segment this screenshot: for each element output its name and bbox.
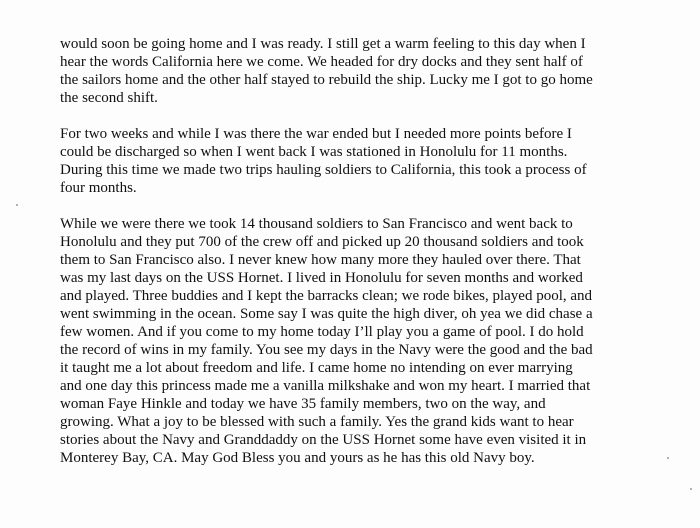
text-line: Monterey Bay, CA. May God Bless you and yours as he has this old Navy boy. bbox=[60, 450, 535, 466]
text-line: Honolulu and they put 700 of the crew off and picked up 20 thousand soldiers and took bbox=[60, 234, 584, 250]
text-line: woman Faye Hinkle and today we have 35 family members, two on the way, and bbox=[60, 396, 546, 412]
paragraph-going-home bbox=[60, 35, 680, 107]
text-line: growing. What a joy to be blessed with such a family. Yes the grand kids want to hear bbox=[60, 414, 574, 430]
text-line: hear the words California here we come. We headed for dry docks and they sent half of bbox=[60, 54, 583, 70]
text-line: would soon be going home and I was ready. I still get a warm feeling to this day when I bbox=[60, 36, 586, 52]
text-line: few women. And if you come to my home today I’ll play you a game of pool. I do hold bbox=[60, 324, 584, 340]
paragraph-war-ended bbox=[60, 125, 680, 197]
text-line: was my last days on the USS Hornet. I lived in Honolulu for seven months and worked bbox=[60, 270, 583, 286]
text-line: and one day this princess made me a vanilla milkshake and won my heart. I married that bbox=[60, 378, 591, 394]
text-line: went swimming in the ocean. Some say I was quite the high diver, oh yea we did chase a bbox=[60, 306, 593, 322]
text-line: them to San Francisco also. I never knew how many more they hauled over there. That bbox=[60, 252, 581, 268]
text-line: While we were there we took 14 thousand soldiers to San Francisco and went back to bbox=[60, 216, 573, 232]
scan-speck bbox=[16, 204, 18, 206]
text-line: it taught me a lot about freedom and life. I came home no intending on ever marrying bbox=[60, 360, 573, 376]
text-line: For two weeks and while I was there the war ended but I needed more points before I bbox=[60, 126, 572, 142]
text-line: and played. Three buddies and I kept the barracks clean; we rode bikes, played pool, and bbox=[60, 288, 593, 304]
scan-speck bbox=[667, 457, 669, 459]
text-line: four months. bbox=[60, 180, 137, 196]
text-line: stories about the Navy and Granddaddy on the USS Hornet some have even visited it in bbox=[60, 432, 587, 448]
paragraph-honolulu-and-family bbox=[60, 215, 680, 467]
text-line: the record of wins in my family. You see my days in the Navy were the good and the bad bbox=[60, 342, 593, 358]
text-line: During this time we made two trips hauling soldiers to California, this took a process of bbox=[60, 162, 587, 178]
text-line: could be discharged so when I went back I was stationed in Honolulu for 11 months. bbox=[60, 144, 568, 160]
text-line: the sailors home and the other half stayed to rebuild the ship. Lucky me I got to go home bbox=[60, 72, 593, 88]
text-line: the second shift. bbox=[60, 90, 158, 106]
scan-speck bbox=[690, 488, 692, 490]
